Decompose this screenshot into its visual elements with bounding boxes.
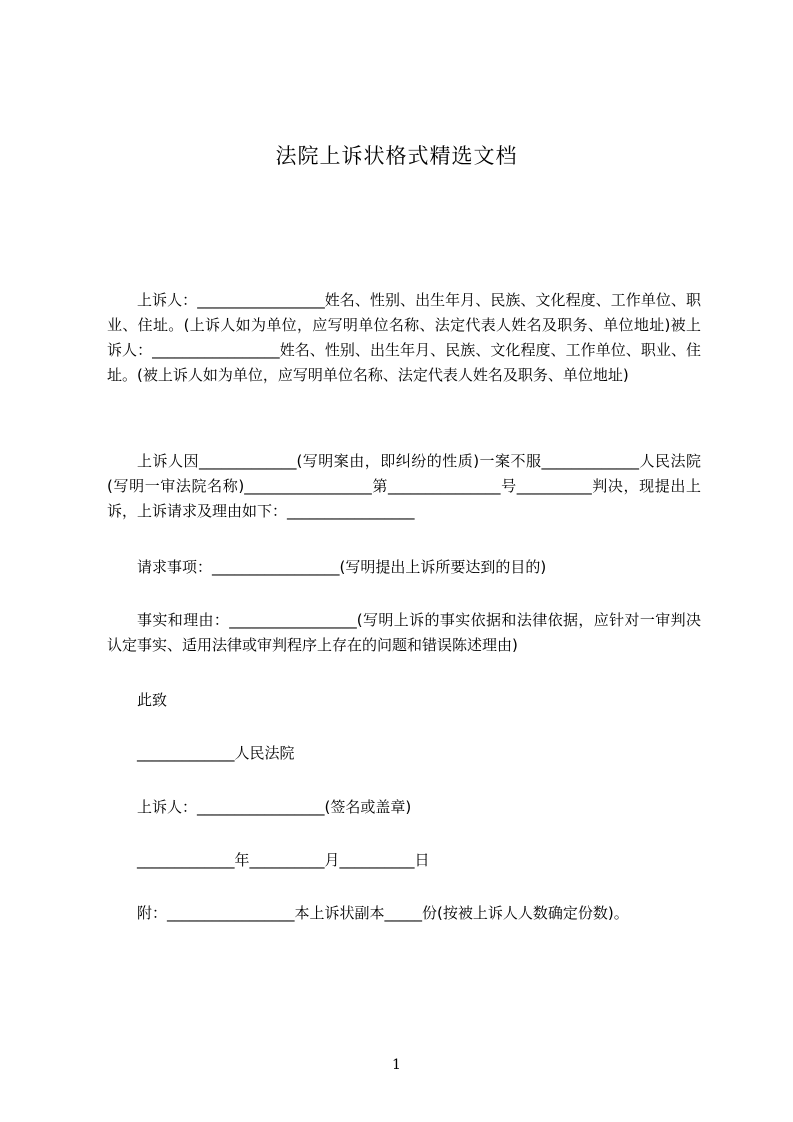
page-number: 1 (392, 1057, 401, 1073)
request-items-line: 请求事项：_________________(写明提出上诉所要达到的目的) (137, 558, 547, 576)
signature-line: 上诉人：_________________(签名或盖章) (137, 798, 412, 816)
facts-and-reasons-paragraph: 事实和理由：_________________(写明上诉的事实依据和法律依据，应针对一审判决认定事实、适用法律或审判程序上存在的问题和错误陈述理由) (107, 611, 701, 654)
attachment-line: 附：_________________本上诉状副本_____份(按被上诉人人数确定份数)。 (137, 904, 629, 922)
appellant-info-paragraph: 上诉人：_________________姓名、性别、出生年月、民族、文化程度、工作单位、职业、住址。(上诉人如为单位，应写明单位名称、法定代表人姓名及职务、单位地址)被上诉人：_________________姓名、性别、出生年月、民族、文化程度、工作单位、职业、住址。(被上诉人如为单位，应写明单位名称、法定代表人姓名及职务、单位地址) (107, 291, 701, 384)
appeal-reason-paragraph: 上诉人因_____________(写明案由，即纠纷的性质)一案不服_____________人民法院(写明一审法院名称)_________________第_______________号__________判决，现提出上诉，上诉请求及理由如下：_________________ (107, 452, 701, 520)
date-line: _____________年__________月__________日 (137, 851, 430, 869)
document-title: 法院上诉状格式精选文档 (275, 144, 518, 168)
court-line: _____________人民法院 (137, 744, 295, 762)
salutation-line: 此致 (137, 691, 168, 709)
